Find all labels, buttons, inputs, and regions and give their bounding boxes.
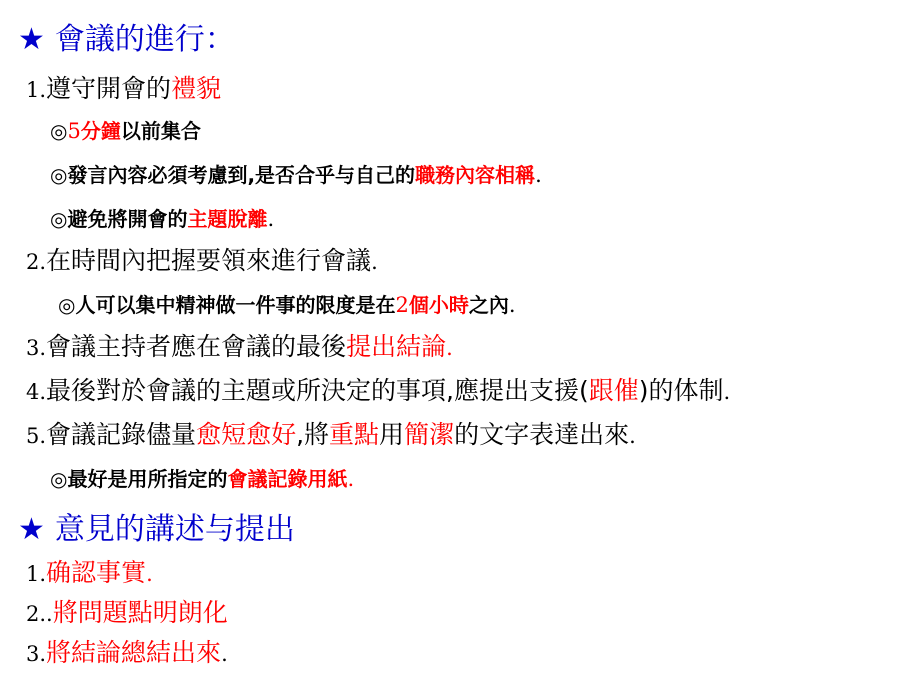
highlight-text: 5: [67, 119, 81, 143]
text-segment: 會議主持者應在會議的最後: [46, 332, 347, 361]
highlight-text: 跟催: [588, 376, 639, 405]
text-segment: 之內: [468, 293, 509, 317]
highlight-text: 重點: [329, 420, 380, 449]
highlight-text: 确認事實: [46, 558, 147, 587]
text-segment: .: [723, 380, 731, 404]
text-segment: .: [629, 424, 636, 448]
text-segment: 3.: [26, 336, 47, 360]
highlight-text: 禮貌: [171, 74, 222, 103]
text-segment: 以前集合: [120, 119, 201, 143]
text-segment: .: [221, 642, 228, 666]
highlight-text: 會議記錄用紙: [227, 467, 348, 491]
text-segment: ,將: [296, 420, 330, 449]
item-2-time-management: [26, 244, 378, 279]
text-segment: .: [267, 207, 275, 231]
highlight-text: 提出結論: [346, 332, 447, 361]
star-icon: ★: [18, 22, 45, 57]
text-segment: 用: [379, 420, 405, 449]
opinion-item-3: [26, 636, 228, 671]
text-segment: 1.: [26, 78, 47, 102]
section-heading-opinions: [18, 512, 295, 548]
opinion-item-1: [26, 556, 153, 591]
text-segment: ◎人可以集中精神做一件事的限度是在: [58, 293, 396, 317]
sub-item-speech-content: [50, 158, 542, 192]
text-segment: 3.: [26, 642, 47, 666]
highlight-text: 分鐘: [80, 119, 121, 143]
highlight-text: 2: [395, 293, 409, 317]
highlight-text: .: [347, 467, 355, 491]
sub-item-five-minutes: [50, 114, 201, 148]
heading-text: 會議的進行：: [54, 22, 235, 57]
text-segment: ◎發言內容必須考慮到,是否合乎与自己的: [50, 163, 416, 187]
text-segment: ◎最好是用所指定的: [50, 467, 228, 491]
text-segment: .: [371, 250, 378, 274]
highlight-text: 簡潔: [404, 420, 455, 449]
text-segment: 2..: [26, 602, 53, 626]
text-segment: 在時間內把握要領來進行會議: [46, 246, 372, 275]
highlight-text: 將問題點明朗化: [52, 598, 228, 627]
text-segment: .: [535, 163, 542, 187]
item-3-conclusion: [26, 330, 453, 365]
highlight-text: 愈短愈好: [196, 420, 297, 449]
highlight-text: .: [446, 336, 453, 360]
highlight-text: 個小時: [408, 293, 469, 317]
highlight-text: .: [146, 562, 153, 586]
text-segment: 5.: [26, 424, 47, 448]
item-1-etiquette: [26, 72, 221, 107]
text-segment: .: [508, 293, 516, 317]
item-4-follow-up: [26, 374, 730, 409]
text-segment: 遵守開會的: [46, 74, 172, 103]
section-heading-meeting-progress: [18, 22, 235, 58]
text-segment: 的文字表達出來: [454, 420, 630, 449]
text-segment: 2.: [26, 250, 47, 274]
text-segment: )的体制: [638, 376, 724, 405]
heading-text: 意見的講述与提出: [54, 512, 295, 547]
sub-item-minutes-paper: [50, 462, 354, 496]
text-segment: 會議記錄儘量: [46, 420, 197, 449]
sub-item-avoid-off-topic: [50, 202, 274, 236]
text-segment: ◎: [50, 119, 68, 143]
opinion-item-2: [26, 596, 228, 631]
star-icon: ★: [18, 512, 45, 547]
text-segment: 4.: [26, 380, 47, 404]
text-segment: 1.: [26, 562, 47, 586]
highlight-text: 主題脫離: [187, 207, 268, 231]
highlight-text: 職務內容相稱: [415, 163, 536, 187]
text-segment: ◎避免將開會的: [50, 207, 188, 231]
item-5-minutes: [26, 418, 636, 453]
text-segment: 最後對於會議的主題或所決定的事項,應提出支援(: [46, 376, 589, 405]
highlight-text: 將結論總結出來: [46, 638, 222, 667]
sub-item-two-hours: [58, 288, 516, 322]
